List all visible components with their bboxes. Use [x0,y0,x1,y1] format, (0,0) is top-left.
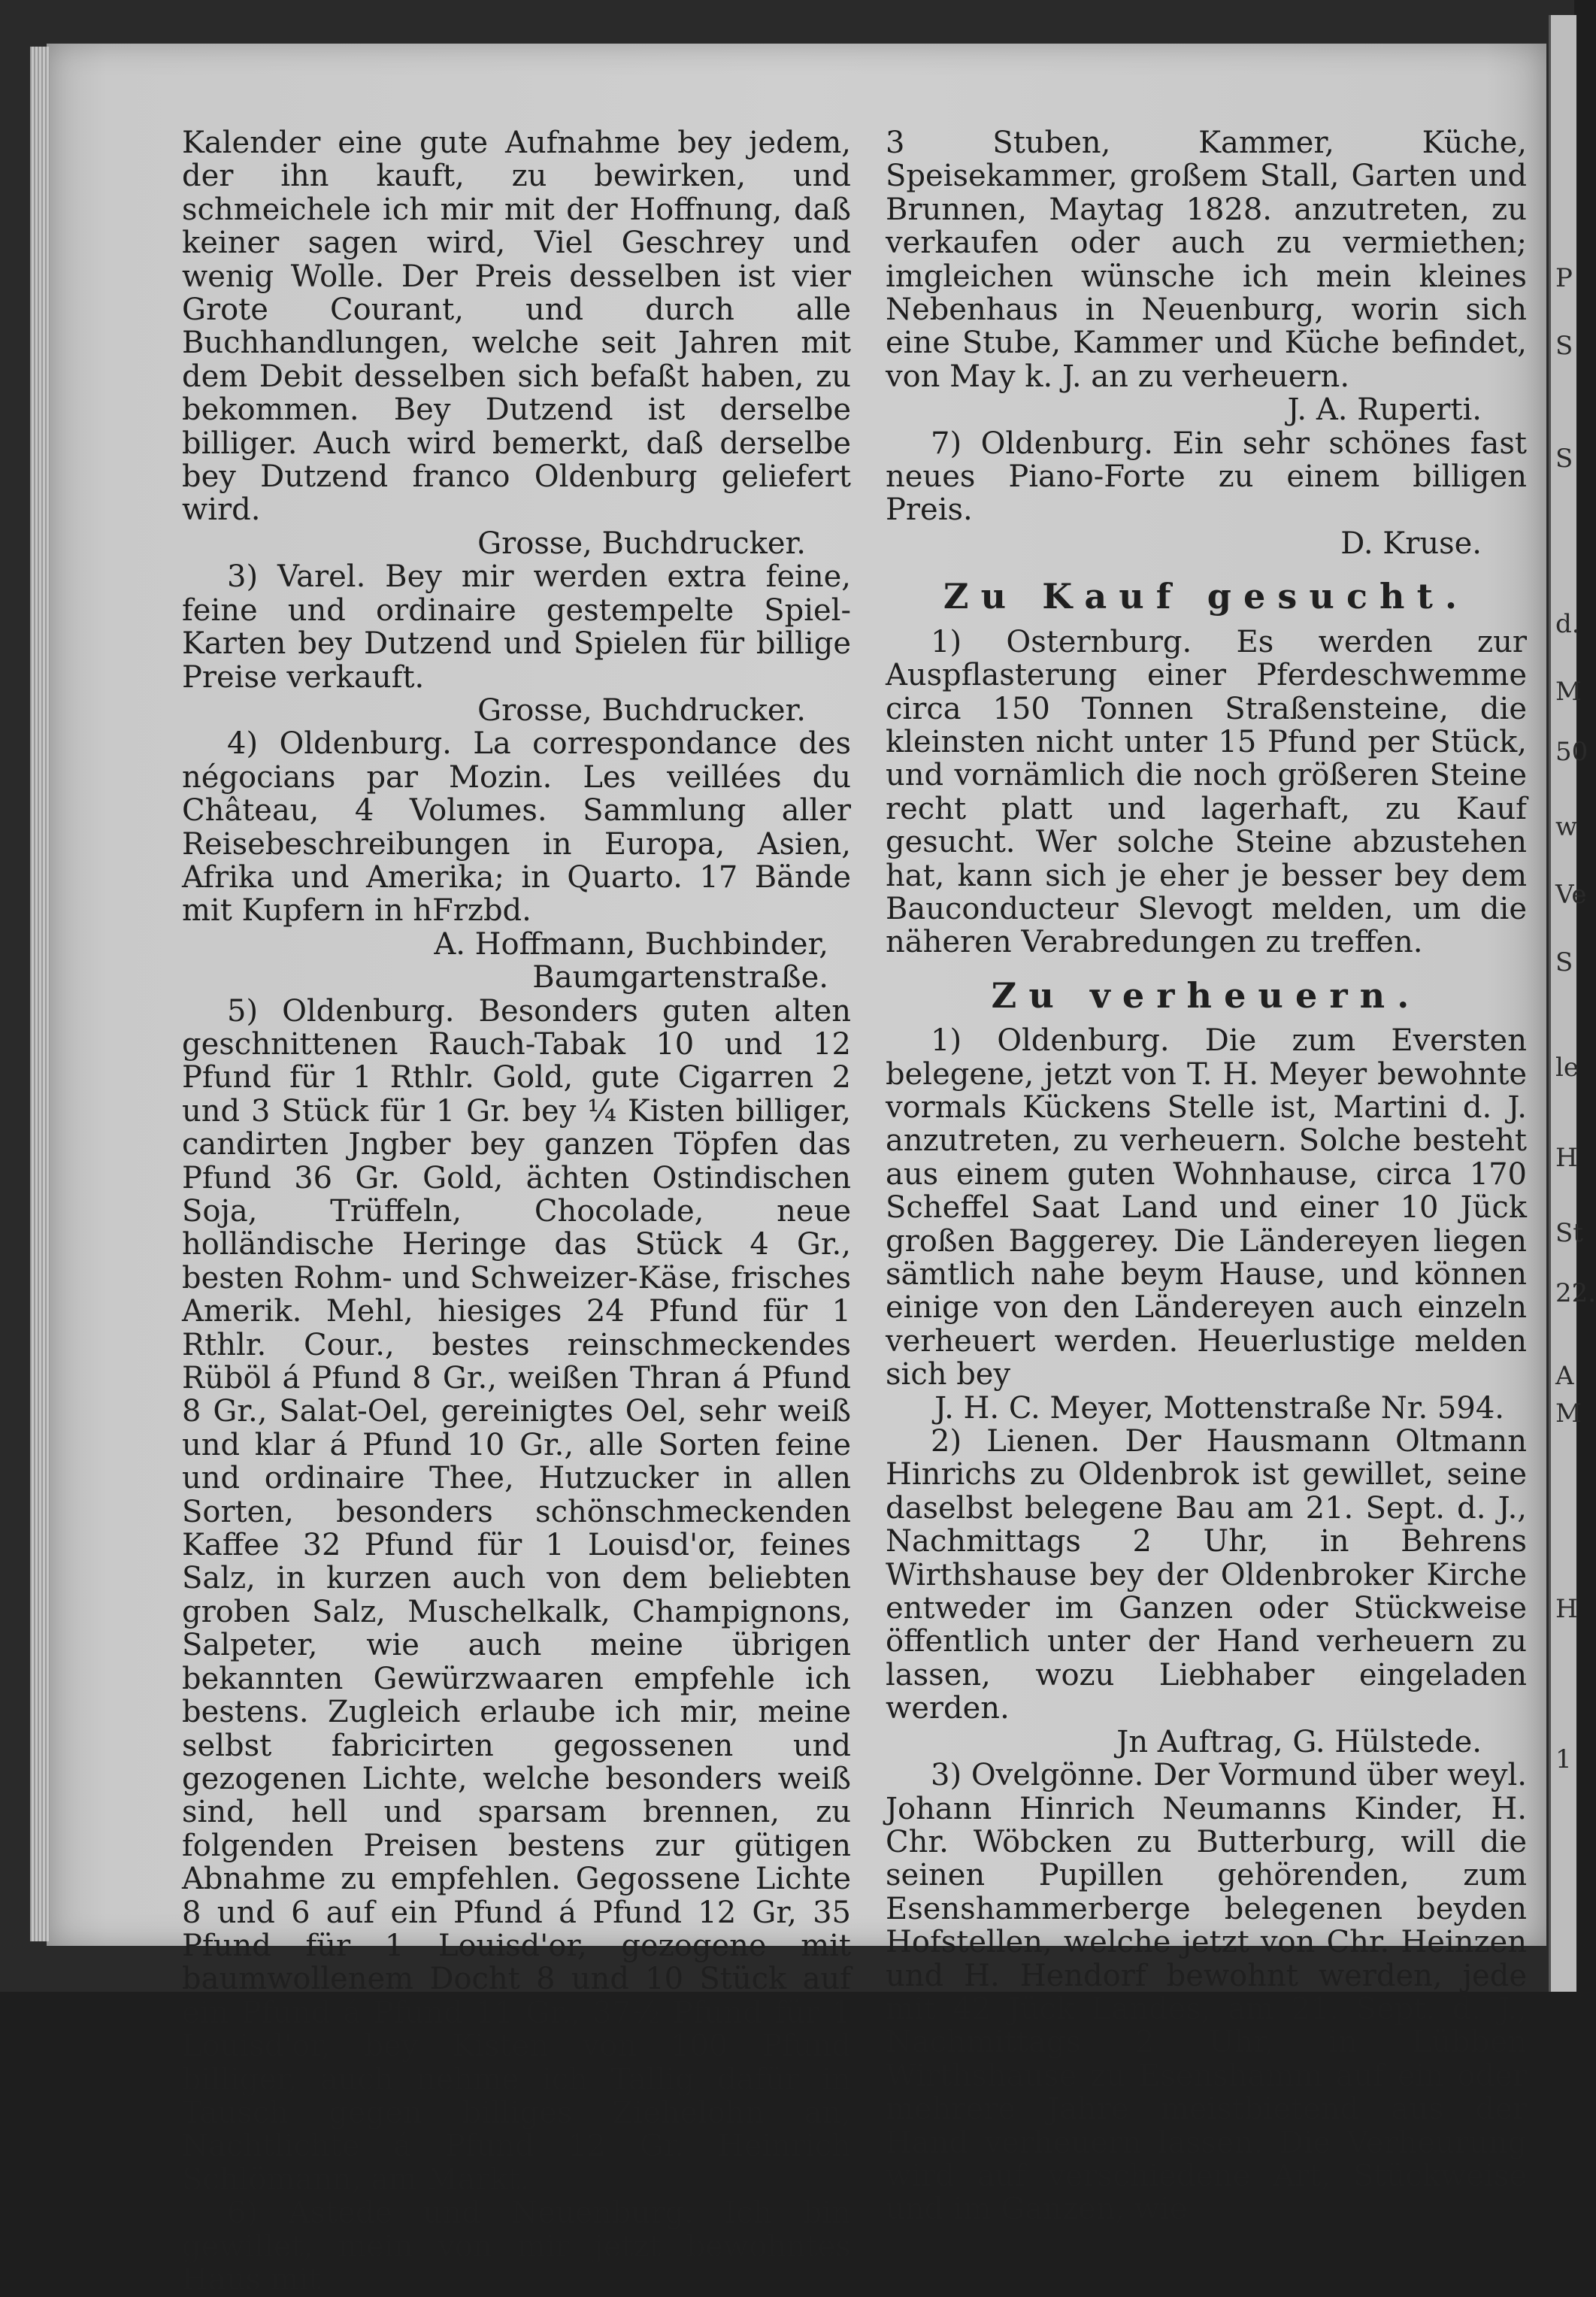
next-page-fragment: A [1555,1361,1574,1391]
signature-hoffmann: A. Hoffmann, Buchbinder, Baumgartenstraße. [434,926,828,995]
paragraph-piano: 7) Oldenburg. Ein sehr schönes fast neues Piano-Forte zu einem billigen Preis. [886,426,1527,528]
next-page-fragment: Ve [1555,880,1587,910]
left-column [182,126,851,2296]
next-page-fragment: St [1555,1218,1583,1248]
next-page-fragment: S [1555,331,1573,361]
next-page-fragment: 50 [1555,737,1588,767]
paragraph-osternburg: 1) Osternburg. Es werden zur Auspflasterung einer Pferdeschwemme circa 150 Tonnen Straßensteine, die kleinsten nicht unter 15 Pfund per Stück, und vornämlich die noch größeren Steine recht platt und lagerhaft, zu Kauf gesucht. Wer solche Steine abzustehen hat, kann sich je eher je besser bey dem Bauconducteur Slevogt melden, um die näheren Verabredungen zu treffen. [886,624,1527,960]
next-page-fragment: P [1555,263,1573,293]
paragraph-oldenburg-meyer: 1) Oldenburg. Die zum Eversten belegene, jetzt von T. H. Meyer bewohnte vormals Kückens Stelle ist, Martini d. J. anzutreten, zu verheuern. Solche besteht aus einem guten Wohnhause, circa 170 Scheffel Saat Land und einer 10 Jück großen Baggerey. Die Ländereyen liegen sämtlich nahe beym Hause, und können einige von den Ländereyen auch einzeln verheuert werden. Heuerlustige melden sich bey [886,1023,1527,1392]
next-page-fragment: S [1555,947,1573,977]
section-heading-zu-verheuern: Zu verheuern. [991,974,1422,1016]
next-page-fragment: d. [1555,609,1580,639]
next-page-fragment: M [1555,677,1582,707]
next-page-fragment: 22. [1555,1278,1596,1308]
paragraph-ruperti: 3 Stuben, Kammer, Küche, Speisekammer, großem Stall, Garten und Brunnen, Maytag 1828. anzutreten, zu verkaufen oder auch zu vermiethen; imgleichen wünsche ich mein kleines Nebenhaus in Neuenburg, worin sich eine Stube, Kammer und Küche befindet, von May k. J. an zu verheuern. [886,126,1527,394]
signature-grosse: Grosse, Buchdrucker. [477,692,806,728]
right-column [886,126,1527,2226]
next-page-fragment: w [1555,812,1578,842]
signature-huelstede: Jn Auftrag, G. Hülstede. [1116,1724,1482,1759]
next-page-fragment: H [1555,1594,1578,1624]
next-page-fragment: le [1555,1053,1579,1083]
paragraph-astede: 6) Astede und Neuenburg. Ich bin gewillet, mein von mir jetzt bewohntes Haus mit [182,2195,851,2297]
next-page-fragment: S [1555,444,1573,474]
paragraph-kalender: Kalender eine gute Aufnahme bey jedem, der ihn kauft, zu bewirken, und schmeichele ich mir mit der Hoffnung, daß keiner sagen wird, Viel Geschrey und wenig Wolle. Der Preis desselben ist vier Grote Courant, und durch alle Buchhandlungen, welche seit Jahren mit dem Debit desselben sich befaßt haben, zu bekommen. Bey Dutzend ist derselbe billiger. Auch wird bemerkt, daß derselbe bey Dutzend franco Oldenburg geliefert wird. [182,126,851,528]
page-edge-stack [30,47,50,1941]
signature-ruperti: J. A. Ruperti. [1287,392,1482,428]
section-heading-zu-kauf: Zu Kauf gesucht. [943,576,1470,617]
signature-meyer: J. H. C. Meyer, Mottenstraße Nr. 594. [934,1390,1504,1426]
next-page-fragment: M [1555,1399,1582,1429]
paragraph-varel: 3) Varel. Bey mir werden extra feine, feine und ordinaire gestempelte Spiel-Karten bey Dutzend und Spielen für billige Preise verkauft. [182,559,851,695]
next-page-edge [1549,15,1596,1992]
signature-grosse: Grosse, Buchdrucker. [477,526,806,561]
paragraph-ovelgoenne: 3) Ovelgönne. Der Vormund über weyl. Johann Hinrich Neumanns Kinder, H. Chr. Wöbcken zu Butterburg, will die seinen Pupillen gehörenden, zum Esenshammerberge belegenen beyden Hofstellen, welche jetzt von Chr. Heinzen und H. Hendorf bewohnt werden, jede mit 42 Jück Landes, am 21. Sept. d. J., Nachmittags 2 Uhr, in Lübben Wirthshause zu Esenshamm auf ein oder mehrere Jahre meistbietend aus der Hand verheuern lassen. Die Verheurung wird auf verschiedene Art, Stückweise und im Ganzen, wie [886,1758,1527,2227]
next-page-fragment: 1 [1555,1744,1572,1774]
next-page-fragment: H [1555,1143,1578,1173]
signature-kruse: D. Kruse. [1340,526,1482,561]
paragraph-lienen: 2) Lienen. Der Hausmann Oltmann Hinrichs zu Oldenbrok ist gewillet, seine daselbst belegene Bau am 21. Sept. d. J., Nachmittags 2 Uhr, in Behrens Wirthshause bey der Oldenbroker Kirche entweder im Ganzen oder Stückweise öffentlich unter der Hand verheuern zu lassen, wozu Liebhaber eingeladen werden. [886,1424,1527,1726]
paragraph-oldenburg-books: 4) Oldenburg. La correspondance des négocians par Mozin. Les veillées du Château, 4 Volumes. Sammlung aller Reisebeschreibungen in Europa, Asien, Afrika und Amerika; in Quarto. 17 Bände mit Kupfern in hFrzbd. [182,726,851,929]
paragraph-oldenburg-goods: 5) Oldenburg. Besonders guten alten geschnittenen Rauch-Tabak 10 und 12 Pfund für 1 Rthlr. Gold, gute Cigarren 2 und 3 Stück für 1 Gr. bey ¼ Kisten billiger, candirten Jngber bey ganzen Töpfen das Pfund 36 Gr. Gold, ächten Ostindischen Soja, Trüffeln, Chocolade, neue holländische Heringe das Stück 4 Gr., besten Rohm- und Schweizer-Käse, frisches Amerik. Mehl, hiesiges 24 Pfund für 1 Rthlr. Cour., bestes reinschmeckendes Rüböl á Pfund 8 Gr., weißen Thran á Pfund 8 Gr., Salat-Oel, gereinigtes Oel, sehr weiß und klar á Pfund 10 Gr., alle Sorten feine und ordinaire Thee, Hutzucker in allen Sorten, besonders schönschmeckenden Kaffee 32 Pfund für 1 Louisd'or, feines Salz, in kurzen auch von dem beliebten groben Salz, Muschelkalk, Champignons, Salpeter, wie auch meine übrigen bekannten Gewürzwaaren empfehle ich bestens. Zugleich erlaube ich mir, meine selbst fabricirten gegossenen und gezogenen Lichte, welche besonders weiß sind, hell und sparsam brennen, zu folgenden Preisen bestens zur gütigen Abnahme zu empfehlen. Gegossene Lichte 8 und 6 auf ein Pfund á Pfund 12 Gr, 35 Pfund für 1 Louisd'or, gezogene mit baumwollenem Docht 8 und 10 Stück auf ein Pfund á Pfund 11 Gr., 37½ Pfund für 1 Louisd'or, bey Kisten von 100 Pfund billiger, auch nehme ich Tallig dafür in Tausch gegen billiges Ziehelohn an, Nachtlichte á Pfund 12 Gr. Heinrich Schlömann, am Markt. [182,993,851,2197]
